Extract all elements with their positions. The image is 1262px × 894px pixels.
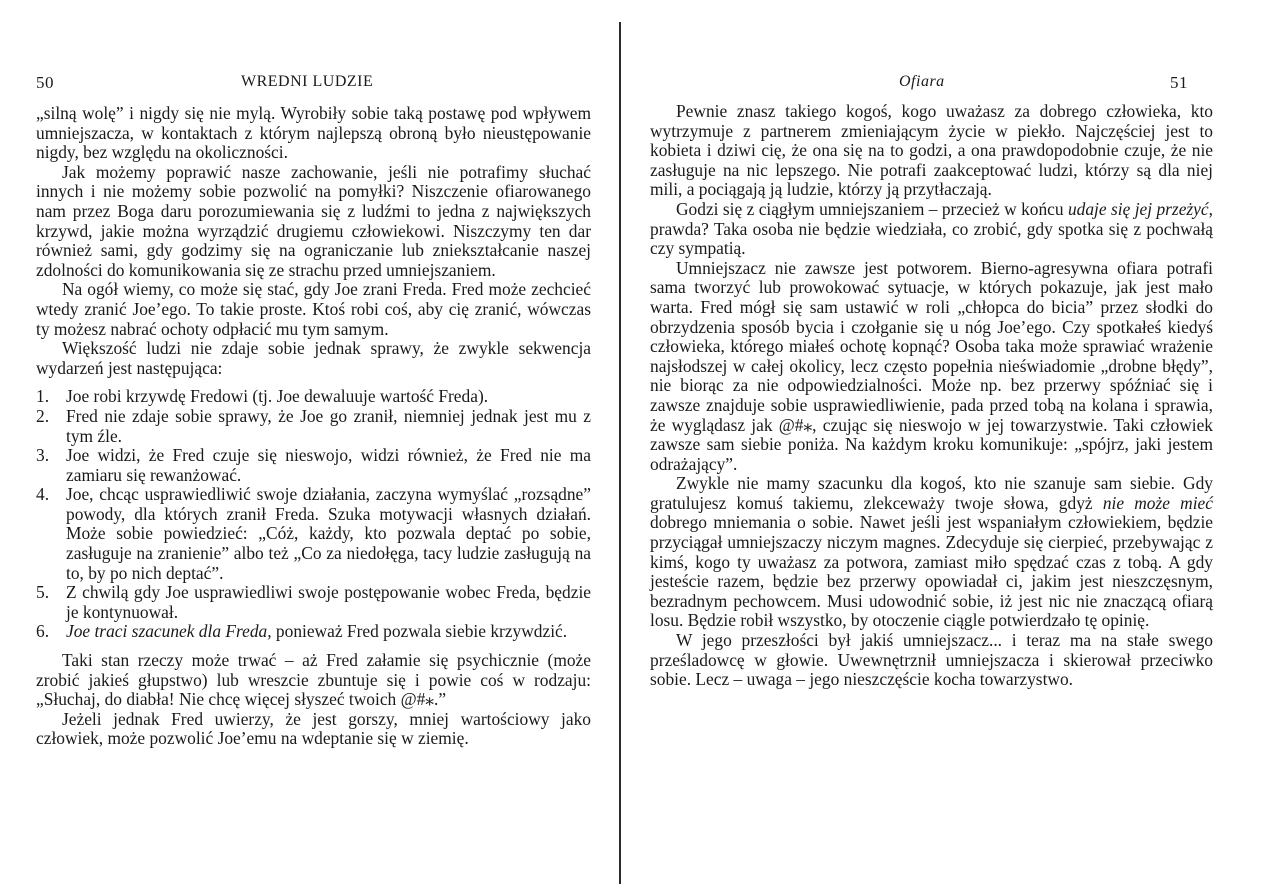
paragraph: Jeżeli jednak Fred uwierzy, że jest gorszy, mniej wartościowy jako człowiek, może pozwolić Joe’emu na wdeptanie się w ziemię. xyxy=(36,708,591,749)
list-item xyxy=(36,387,591,407)
paragraph: Umniejszacz nie zawsze jest potworem. Bierno-agresywna ofiara potrafi sama tworzyć lub prowokować sytuacje, w których pokazuje, jak jest mało warta. Fred mógł się sam ustawić w roli „chłopca do bicia” przez słodki do obrzydzenia sposób bycia i czołganie się u nóg Joe’ego. Czy spotkałeś kiedyś człowieka, którego miałeś ochotę kopnąć? Osoba taka może sprawiać wrażenie najsłodszej w całej okolicy, lecz często popełnia nieświadomie „drobne błędy”, nie biorąc za nie odpowiedzialności. Może np. bez przerwy spóźniać się i zawsze znajduje sobie usprawiedliwienie, pada przed tobą na kolana i sprawia, że wyglądasz jak @#⁎, czując się nieswojo w jej towarzystwie. Taki człowiek zawsze sam siebie poniża. Na każdym kroku komunikuje: „spójrz, jaki jestem odrażający”. xyxy=(650,257,1213,474)
list-text: Fred nie zdaje sobie sprawy, że Joe go zranił, niemniej jednak jest mu z tym źle. xyxy=(66,405,591,446)
right-page xyxy=(626,0,1262,894)
list-item xyxy=(36,622,591,642)
paragraph: Większość ludzi nie zdaje sobie jednak sprawy, że zwykle sekwencja wydarzeń jest następująca: xyxy=(36,338,591,378)
left-running-head: WREDNI LUDZIE xyxy=(241,73,374,90)
left-page-number: 50 xyxy=(36,73,54,92)
left-page xyxy=(0,0,620,894)
paragraph: Zwykle nie mamy szacunku dla kogoś, kto nie szanuje sam siebie. Gdy gratulujesz komuś takiemu, zlekceważy twoje słowa, gdyż nie może mieć dobrego mniemania o sobie. Nawet jeśli jest wspaniałym człowiekiem, będzie przyciągał umniejszaczy niczym magnes. Zdecyduje się cierpieć, przebywając z kimś, kogo ty uważasz za potwora, zamiast miło spędzać czas z tobą. A gdy jesteście razem, będzie bez przerwy opowiadał ci, jakim jest nieszczęsnym, bezradnym pechowcem. Musi udowodnić sobie, iż jest nic nie znaczącą ofiarą losu. Będzie robił wszystko, by otoczenie ciągle potwierdzało tę opinię. xyxy=(650,473,1213,631)
list-number: 1. xyxy=(36,386,50,407)
numbered-list xyxy=(36,387,591,642)
emphasis: nie może mieć xyxy=(1102,492,1213,513)
list-item xyxy=(36,407,591,446)
list-item xyxy=(36,485,591,583)
right-body-text xyxy=(650,102,1213,690)
paragraph: Taki stan rzeczy może trwać – aż Fred załamie się psychicznie (może zrobić jakieś głupstwo) lub wreszcie zbuntuje się i powie coś w rodzaju: „Słuchaj, do diabła! Nie chcę więcej słyszeć twoich @#⁎.” xyxy=(36,650,591,710)
list-number: 5. xyxy=(36,582,50,603)
paragraph: Godzi się z ciągłym umniejszaniem – przecież w końcu udaje się jej przeżyć, prawda? Taka osoba nie będzie wiedziała, co zrobić, gdy spotka się z pochwałą czy sympatią. xyxy=(650,198,1213,259)
left-body-text xyxy=(36,104,591,749)
list-number: 2. xyxy=(36,405,50,426)
paragraph: W jego przeszłości był jakiś umniejszacz... i teraz ma na stałe swego prześladowcę w głowie. Uwewnętrznił umniejszacza i skierował przeciwko sobie. Lecz – uwaga – jego nieszczęście kocha towarzystwo. xyxy=(650,630,1213,690)
list-text: ponieważ Fred pozwala siebie krzywdzić. xyxy=(271,621,568,642)
paragraph: „silną wolę” i nigdy się nie mylą. Wyrobiły sobie taką postawę pod wpływem umniejszacza, w kontaktach z którym najlepszą obroną było nieustępowanie nigdy, bez względu na okoliczności. xyxy=(36,103,591,163)
list-number: 3. xyxy=(36,445,50,466)
list-item xyxy=(36,446,591,485)
list-text: Joe widzi, że Fred czuje się nieswojo, widzi również, że Fred nie ma zamiaru się rewanżować. xyxy=(66,445,591,485)
right-running-head: Ofiara xyxy=(899,73,945,90)
emphasis: udaje się jej przeżyć xyxy=(1067,198,1209,219)
paragraph: Na ogół wiemy, co może się stać, gdy Joe zrani Freda. Fred może zechcieć wtedy zranić Joe’ego. To takie proste. Ktoś robi coś, aby cię zranić, wówczas ty możesz nabrać ochoty odpłacić mu tym samym. xyxy=(36,279,591,339)
paragraph: Pewnie znasz takiego kogoś, kogo uważasz za dobrego człowieka, kto wytrzymuje z partnerem zmieniającym życie w piekło. Najczęściej jest to kobieta i dziwi cię, że ona się na to godzi, a ona prawdopodobnie czuje, że nie zasługuje na nic lepszego. Nie potrafi zaakceptować ludzi, którzy są dla niej mili, a pociągają ją ludzie, którzy ją przytłaczają. xyxy=(650,101,1213,200)
book-gutter xyxy=(619,22,621,884)
list-text: Joe, chcąc usprawiedliwić swoje działania, zaczyna wymyślać „rozsądne” powody, dla których zranił Freda. Szuka motywacji własnych działań. Może sobie powiedzieć: „Cóż, każdy, kto pozwala deptać po sobie, zasługuje na zranienie” albo też „Co za niedołęga, tacy ludzie zasługują na to, by po nich deptać”. xyxy=(66,484,591,583)
list-number: 6. xyxy=(36,621,50,642)
list-text-italic: Joe traci szacunek dla Freda, xyxy=(66,621,272,642)
list-text: Z chwilą gdy Joe usprawiedliwi swoje postępowanie wobec Freda, będzie je kontynuował. xyxy=(66,582,591,622)
right-page-number: 51 xyxy=(1170,73,1188,92)
list-item xyxy=(36,583,591,622)
paragraph: Jak możemy poprawić nasze zachowanie, jeśli nie potrafimy słuchać innych i nie możemy sobie pozwolić na pomyłki? Niszczenie ofiarowanego nam przez Boga daru porozumiewania się z ludźmi to jedna z największych krzywd, jakie można wyrządzić drugiemu człowiekowi. Niszczymy ten dar również sami, gdy godzimy się na ograniczanie lub zniekształcanie naszej zdolności do komunikowania się ze strachu przed umniejszaniem. xyxy=(36,161,591,280)
list-number: 4. xyxy=(36,484,50,505)
list-text: Joe robi krzywdę Fredowi (tj. Joe dewaluuje wartość Freda). xyxy=(66,386,489,407)
